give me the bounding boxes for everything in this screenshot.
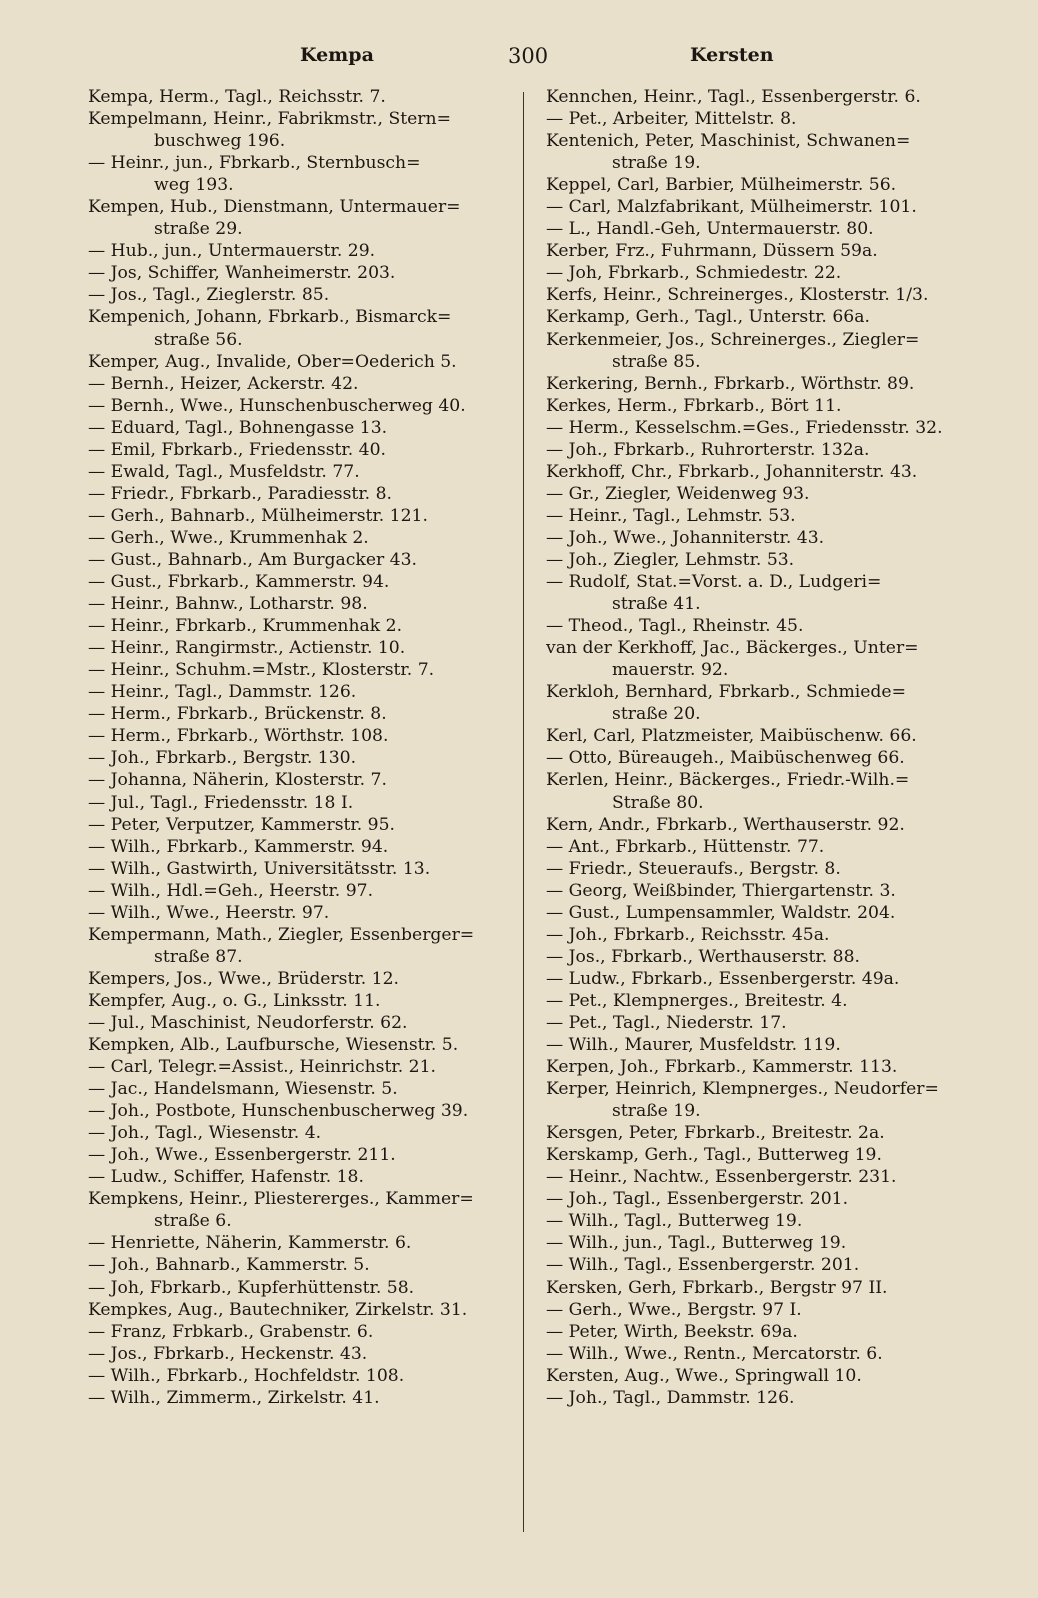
directory-entry: — Joh., Bahnarb., Kammerstr. 5. <box>88 1255 370 1276</box>
directory-entry: — Hub., jun., Untermauerstr. 29. <box>88 241 376 262</box>
directory-entry: — Wilh., jun., Tagl., Butterweg 19. <box>546 1233 847 1254</box>
directory-entry: — Joh., Tagl., Wiesenstr. 4. <box>88 1123 322 1144</box>
directory-entry: — Jos, Schiffer, Wanheimerstr. 203. <box>88 263 396 284</box>
directory-entry: — Jos., Fbrkarb., Heckenstr. 43. <box>88 1343 368 1364</box>
directory-entry: — Joh, Fbrkarb., Kupferhüttenstr. 58. <box>88 1277 415 1298</box>
directory-entry: — Wilh., Gastwirth, Universitätsstr. 13. <box>88 858 431 879</box>
directory-entry: — Joh., Postbote, Hunschenbuscherweg 39. <box>88 1101 469 1122</box>
directory-entry: — Gust., Lumpensammler, Waldstr. 204. <box>546 902 896 923</box>
directory-entry: — Gr., Ziegler, Weidenweg 93. <box>546 483 810 504</box>
directory-entry: Kempers, Jos., Wwe., Brüderstr. 12. <box>88 968 399 989</box>
header-left-catchword: Kempa <box>300 44 374 66</box>
entry-continuation-line: weg 193. <box>154 175 234 196</box>
entry-continuation-line: straße 19. <box>612 153 701 174</box>
directory-entry: — Heinr., Tagl., Lehmstr. 53. <box>546 505 796 526</box>
directory-entry: — Wilh., Fbrkarb., Hochfeldstr. 108. <box>88 1365 405 1386</box>
directory-entry: Kerkes, Herm., Fbrkarb., Bört 11. <box>546 395 842 416</box>
directory-entry: — Eduard, Tagl., Bohnengasse 13. <box>88 417 388 438</box>
directory-entry: — Jac., Handelsmann, Wiesenstr. 5. <box>88 1079 398 1100</box>
directory-entry: — Heinr., Rangirmstr., Actienstr. 10. <box>88 638 406 659</box>
directory-entry: Kerl, Carl, Platzmeister, Maibüschenw. 66. <box>546 726 917 747</box>
directory-entry: — Joh, Fbrkarb., Schmiedestr. 22. <box>546 263 842 284</box>
directory-entry: — Wilh., Wwe., Heerstr. 97. <box>88 902 330 923</box>
directory-entry: — Franz, Frbkarb., Grabenstr. 6. <box>88 1321 374 1342</box>
entry-continuation-line: buschweg 196. <box>154 131 286 152</box>
directory-entry: Kerkering, Bernh., Fbrkarb., Wörthstr. 89. <box>546 373 915 394</box>
directory-entry: — Joh., Wwe., Johanniterstr. 43. <box>546 527 825 548</box>
directory-entry: — Wilh., Fbrkarb., Kammerstr. 94. <box>88 836 389 857</box>
directory-entry: — Joh., Fbrkarb., Reichsstr. 45a. <box>546 924 830 945</box>
directory-entry: Kerkhoff, Chr., Fbrkarb., Johanniterstr. 43. <box>546 461 918 482</box>
directory-entry: — Wilh., Tagl., Butterweg 19. <box>546 1211 803 1232</box>
directory-entry: — Joh., Fbrkarb., Ruhrorterstr. 132a. <box>546 439 870 460</box>
directory-entry: — Herm., Fbrkarb., Brückenstr. 8. <box>88 704 387 725</box>
entry-continuation-line: straße 19. <box>612 1101 701 1122</box>
page-number: 300 <box>508 44 549 68</box>
entry-continuation-line: straße 87. <box>154 946 243 967</box>
directory-entry: Kentenich, Peter, Maschinist, Schwanen= <box>546 131 911 152</box>
directory-entry: van der Kerkhoff, Jac., Bäckerges., Unter= <box>546 638 919 659</box>
directory-entry: — Joh., Tagl., Dammstr. 126. <box>546 1387 795 1408</box>
entry-continuation-line: straße 41. <box>612 594 701 615</box>
directory-entry: — Carl, Telegr.=Assist., Heinrichstr. 21. <box>88 1057 436 1078</box>
directory-entry: — Gerh., Bahnarb., Mülheimerstr. 121. <box>88 505 428 526</box>
directory-entry: — Gust., Bahnarb., Am Burgacker 43. <box>88 549 418 570</box>
directory-entry: Kempa, Herm., Tagl., Reichsstr. 7. <box>88 87 386 107</box>
directory-entry: — Carl, Malzfabrikant, Mülheimerstr. 101. <box>546 197 917 218</box>
directory-entry: — Ludw., Schiffer, Hafenstr. 18. <box>88 1167 364 1188</box>
directory-entry: Kerpen, Joh., Fbrkarb., Kammerstr. 113. <box>546 1057 898 1078</box>
header-right-catchword: Kersten <box>690 44 774 66</box>
directory-entry: — Wilh., Zimmerm., Zirkelstr. 41. <box>88 1387 380 1408</box>
directory-entry: Kersgen, Peter, Fbrkarb., Breitestr. 2a. <box>546 1123 885 1144</box>
entry-continuation-line: straße 20. <box>612 704 701 725</box>
directory-entry: — Heinr., Nachtw., Essenbergerstr. 231. <box>546 1167 897 1188</box>
directory-entry: — Emil, Fbrkarb., Friedensstr. 40. <box>88 439 387 460</box>
directory-entry: — Heinr., Schuhm.=Mstr., Klosterstr. 7. <box>88 660 435 681</box>
entry-continuation-line: straße 6. <box>154 1211 232 1232</box>
entry-continuation-line: straße 29. <box>154 219 243 240</box>
directory-entry: — Gerh., Wwe., Bergstr. 97 I. <box>546 1299 802 1320</box>
directory-entry: — Jos., Fbrkarb., Werthauserstr. 88. <box>546 946 860 967</box>
directory-entry: — Ewald, Tagl., Musfeldstr. 77. <box>88 461 360 482</box>
directory-entry: — Peter, Verputzer, Kammerstr. 95. <box>88 814 396 835</box>
directory-entry: Kerskamp, Gerh., Tagl., Butterweg 19. <box>546 1145 882 1166</box>
column-divider <box>523 92 524 1532</box>
directory-entry: — L., Handl.-Geh, Untermauerstr. 80. <box>546 219 874 240</box>
directory-entry: — Pet., Arbeiter, Mittelstr. 8. <box>546 109 797 130</box>
directory-entry: — Heinr., Bahnw., Lotharstr. 98. <box>88 594 368 615</box>
directory-entry: — Bernh., Heizer, Ackerstr. 42. <box>88 373 359 394</box>
directory-entry: — Heinr., Fbrkarb., Krummenhak 2. <box>88 616 403 637</box>
directory-entry: Kerber, Frz., Fuhrmann, Düssern 59a. <box>546 241 878 262</box>
left-column <box>88 86 504 1409</box>
directory-entry: Kerkloh, Bernhard, Fbrkarb., Schmiede= <box>546 682 906 703</box>
directory-entry: Keppel, Carl, Barbier, Mülheimerstr. 56. <box>546 175 897 196</box>
directory-entry: — Ludw., Fbrkarb., Essenbergerstr. 49a. <box>546 968 900 989</box>
directory-entry: — Heinr., Tagl., Dammstr. 126. <box>88 682 357 703</box>
directory-entry: — Friedr., Fbrkarb., Paradiesstr. 8. <box>88 483 392 504</box>
directory-entry: — Herm., Fbrkarb., Wörthstr. 108. <box>88 726 389 747</box>
directory-entry: Kerkamp, Gerh., Tagl., Unterstr. 66a. <box>546 307 870 328</box>
directory-entry: — Wilh., Tagl., Essenbergerstr. 201. <box>546 1255 860 1276</box>
directory-entry: — Heinr., jun., Fbrkarb., Sternbusch= <box>88 153 421 174</box>
directory-entry: — Jos., Tagl., Zieglerstr. 85. <box>88 285 330 306</box>
directory-entry: — Georg, Weißbinder, Thiergartenstr. 3. <box>546 880 896 901</box>
directory-entry: — Johanna, Näherin, Klosterstr. 7. <box>88 770 387 791</box>
directory-entry: — Jul., Maschinist, Neudorferstr. 62. <box>88 1012 408 1033</box>
directory-entry: — Ant., Fbrkarb., Hüttenstr. 77. <box>546 836 825 857</box>
right-column <box>546 86 968 1409</box>
directory-entry: — Wilh., Hdl.=Geh., Heerstr. 97. <box>88 880 374 901</box>
directory-entry: Kempen, Hub., Dienstmann, Untermauer= <box>88 197 461 218</box>
directory-entry: Kersten, Aug., Wwe., Springwall 10. <box>546 1365 862 1386</box>
directory-entry: — Joh., Ziegler, Lehmstr. 53. <box>546 549 795 570</box>
directory-entry: Kennchen, Heinr., Tagl., Essenbergerstr. 6. <box>546 87 921 107</box>
directory-entry: Kempenich, Johann, Fbrkarb., Bismarck= <box>88 307 452 328</box>
directory-entry: Kempkes, Aug., Bautechniker, Zirkelstr. 31. <box>88 1299 468 1320</box>
directory-entry: — Rudolf, Stat.=Vorst. a. D., Ludgeri= <box>546 572 882 593</box>
directory-entry: Kempermann, Math., Ziegler, Essenberger= <box>88 924 475 945</box>
directory-entry: — Joh., Wwe., Essenbergerstr. 211. <box>88 1145 396 1166</box>
directory-entry: — Gust., Fbrkarb., Kammerstr. 94. <box>88 572 390 593</box>
directory-entry: Kempken, Alb., Laufbursche, Wiesenstr. 5. <box>88 1035 459 1056</box>
directory-entry: Kern, Andr., Fbrkarb., Werthauserstr. 92. <box>546 814 905 835</box>
directory-entry: Kempkens, Heinr., Pliestererges., Kammer= <box>88 1189 474 1210</box>
directory-entry: Kerper, Heinrich, Klempnerges., Neudorfer= <box>546 1079 939 1100</box>
entry-continuation-line: Straße 80. <box>612 792 704 813</box>
directory-entry: Kempfer, Aug., o. G., Linksstr. 11. <box>88 990 381 1011</box>
directory-entry: Kempelmann, Heinr., Fabrikmstr., Stern= <box>88 109 451 130</box>
directory-entry: — Joh., Fbrkarb., Bergstr. 130. <box>88 748 357 769</box>
directory-entry: — Gerh., Wwe., Krummenhak 2. <box>88 527 369 548</box>
directory-entry: — Joh., Tagl., Essenbergerstr. 201. <box>546 1189 849 1210</box>
directory-entry: — Pet., Tagl., Niederstr. 17. <box>546 1012 787 1033</box>
directory-entry: — Friedr., Steueraufs., Bergstr. 8. <box>546 858 841 879</box>
directory-entry: — Pet., Klempnerges., Breitestr. 4. <box>546 990 848 1011</box>
directory-entry: — Wilh., Maurer, Musfeldstr. 119. <box>546 1035 841 1056</box>
directory-entry: Kerfs, Heinr., Schreinerges., Klosterstr. 1/3. <box>546 285 929 306</box>
directory-entry: — Otto, Büreaugeh., Maibüschenweg 66. <box>546 748 905 769</box>
entry-continuation-line: straße 85. <box>612 351 701 372</box>
directory-entry: Kersken, Gerh, Fbrkarb., Bergstr 97 II. <box>546 1277 888 1298</box>
directory-entry: — Jul., Tagl., Friedensstr. 18 I. <box>88 792 354 813</box>
directory-entry: — Peter, Wirth, Beekstr. 69a. <box>546 1321 798 1342</box>
directory-entry: — Bernh., Wwe., Hunschenbuscherweg 40. <box>88 395 466 416</box>
entry-continuation-line: mauerstr. 92. <box>612 660 729 681</box>
entry-continuation-line: straße 56. <box>154 329 243 350</box>
directory-entry: — Herm., Kesselschm.=Ges., Friedensstr. 32. <box>546 417 943 438</box>
directory-entry: — Theod., Tagl., Rheinstr. 45. <box>546 616 804 637</box>
directory-entry: Kemper, Aug., Invalide, Ober=Oederich 5. <box>88 351 457 372</box>
directory-entry: Kerlen, Heinr., Bäckerges., Friedr.-Wilh.= <box>546 770 910 791</box>
directory-entry: Kerkenmeier, Jos., Schreinerges., Ziegler= <box>546 329 920 350</box>
directory-entry: — Henriette, Näherin, Kammerstr. 6. <box>88 1233 412 1254</box>
running-header <box>0 40 1038 76</box>
directory-entry: — Wilh., Wwe., Rentn., Mercatorstr. 6. <box>546 1343 883 1364</box>
